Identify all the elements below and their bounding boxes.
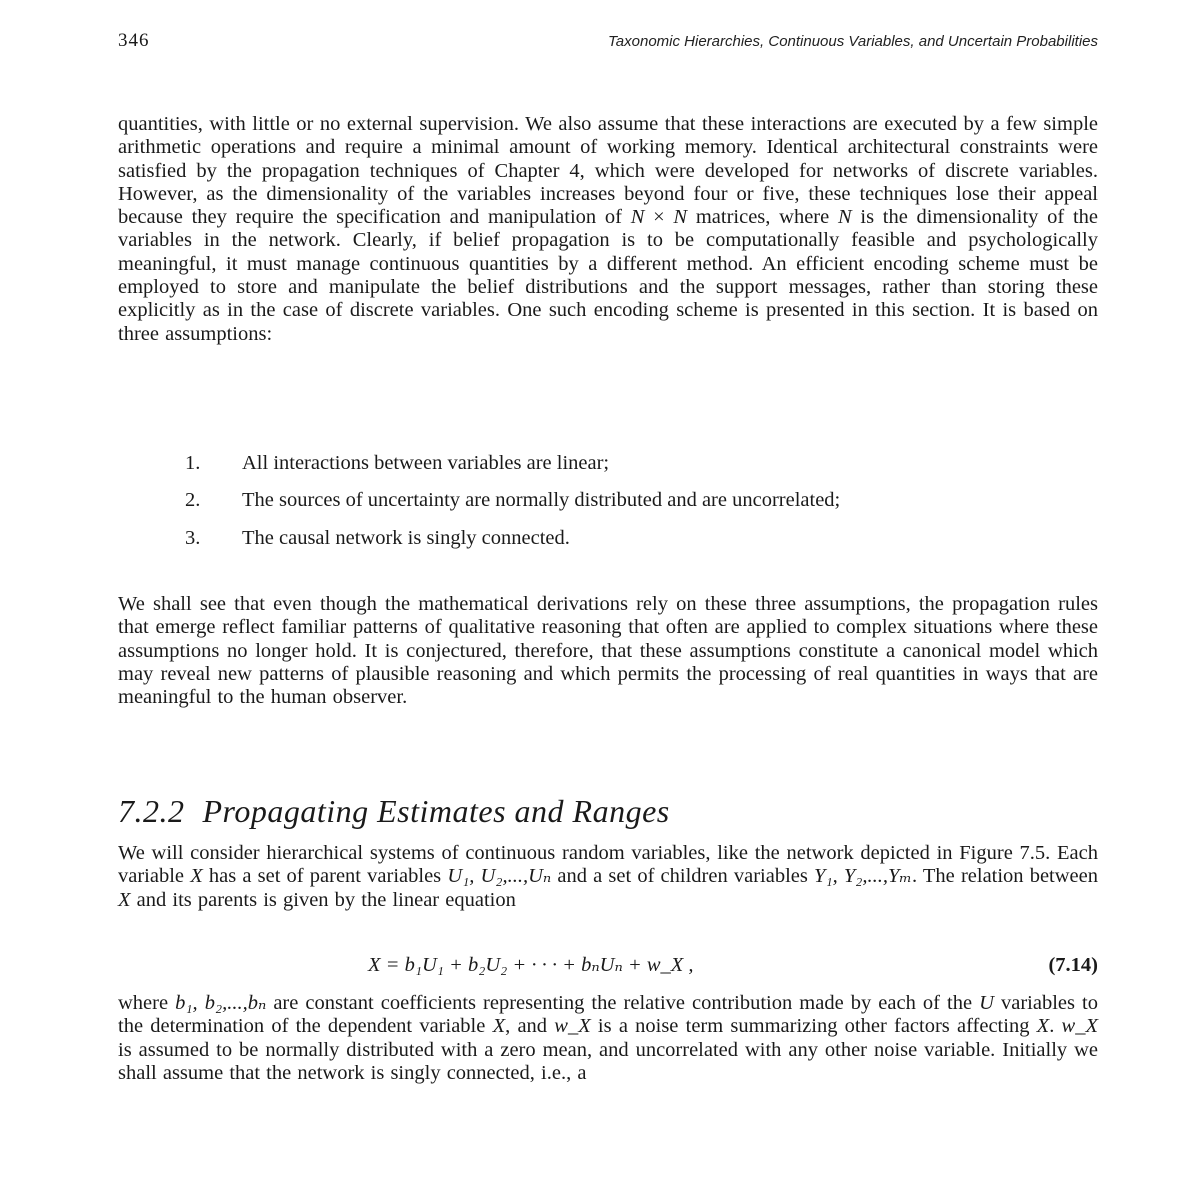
section-number: 7.2.2: [118, 793, 185, 829]
equation-number: (7.14): [1048, 954, 1098, 976]
paragraph-hierarchical-systems: We will consider hierarchical systems of continuous random variables, like the network depicted in Figure 7.5. Each variable X has a set of parent variables U₁, U₂,...,Uₙ and a set of children variables Y₁, Y₂,...,Yₘ. The relation between X and its parents is given by the linear equation: [118, 842, 1099, 911]
list-item-text: The sources of uncertainty are normally distributed and are uncorrelated;: [242, 489, 841, 512]
list-item-text: All interactions between variables are linear;: [242, 452, 610, 474]
linear-equation: [118, 952, 1098, 978]
equation-body: X = b₁U₁ + b₂U₂ + · · · + bₙUₙ + w_X ,: [368, 954, 694, 976]
list-item-number: 2.: [185, 489, 201, 512]
list-item: [118, 527, 1098, 550]
running-title: Taxonomic Hierarchies, Continuous Variables, and Uncertain Probabilities: [608, 33, 1098, 50]
list-item-number: 3.: [185, 526, 201, 549]
list-item: [118, 489, 1098, 512]
list-item-number: 1.: [185, 452, 201, 474]
section-title: Propagating Estimates and Ranges: [202, 793, 670, 829]
running-head: [118, 30, 1098, 54]
section-heading: [118, 791, 1098, 831]
list-item: [118, 452, 1098, 475]
assumptions-list: [118, 452, 1098, 550]
paragraph-assumptions-discussion: We shall see that even though the mathematical derivations rely on these three assumptions, the propagation rules that emerge reflect familiar patterns of qualitative reasoning that often are applied to complex situations where these assumptions no longer hold. It is conjectured, therefore, that these assumptions constitute a canonical model which may reveal new patterns of plausible reasoning and which permits the processing of real quantities in ways that are meaningful to the human observer.: [118, 593, 1098, 709]
paragraph-coefficients: where b₁, b₂,...,bₙ are constant coefficients representing the relative contribution made by each of the U variables to the determination of the dependent variable X, and w_X is a noise term summarizing other factors affecting X. w_X is assumed to be normally distributed with a zero mean, and uncorrelated with any other noise variable. Initially we shall assume that the network is singly connected, i.e., a: [118, 992, 1098, 1084]
page-number: 346: [118, 30, 150, 51]
list-item-text: The causal network is singly connected.: [242, 526, 570, 549]
paragraph-continuation: quantities, with little or no external supervision. We also assume that these interactions are executed by a few simple arithmetic operations and require a minimal amount of working memory. Identical architectural constraints were satisfied by the propagation techniques of Chapter 4, which were developed for networks of discrete variables. However, as the dimensionality of the variables increases beyond four or five, these techniques lose their appeal because they require the specification and manipulation of N × N matrices, where N is the dimensionality of the variables in the network. Clearly, if belief propagation is to be computationally feasible and psychologically meaningful, it must manage continuous quantities by a different method. An efficient encoding scheme must be employed to store and manipulate the belief distributions and the support messages, rather than storing these explicitly as in the case of discrete variables. One such encoding scheme is presented in this section. It is based on three assumptions:: [118, 113, 1098, 345]
